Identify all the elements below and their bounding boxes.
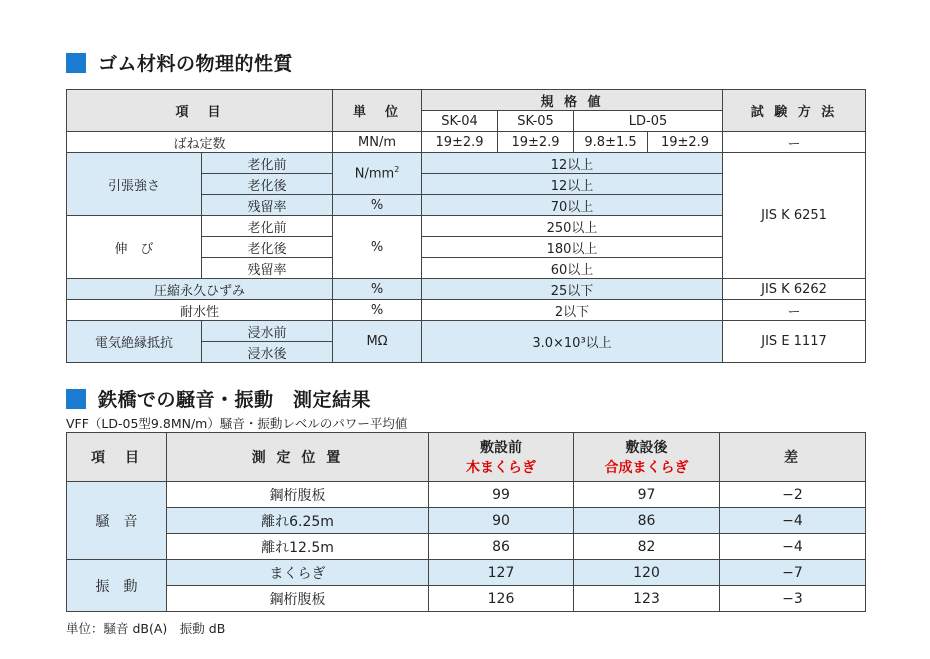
compression-unit: % [333,279,422,300]
table-row-position: 鋼桁腹板 [167,586,429,612]
header-item: 項 目 [67,433,167,482]
header-before-sub: 木まくらぎ [466,460,536,476]
spring-label: ばね定数 [67,132,333,153]
section-square-icon [66,53,86,73]
table-row-after: 82 [574,534,720,560]
tensile-value: 70以上 [422,195,723,216]
water-label: 耐水性 [67,300,333,321]
tensile-sub: 老化後 [202,174,333,195]
insulation-sub: 浸水前 [202,321,333,342]
spring-unit: MN/m [333,132,422,153]
tensile-unit: $N/mm^2$ [333,153,422,195]
elongation-label: 伸 び [67,216,202,279]
table-row-position: 離れ12.5m [167,534,429,560]
elongation-sub: 老化後 [202,237,333,258]
table-row-before: 86 [429,534,574,560]
tensile-label: 引張強さ [67,153,202,216]
section2-subtitle: VFF（LD-05型9.8MN/m）騒音・振動レベルのパワー平均値 [66,416,408,431]
insulation-value: 3.0×10³以上 [422,321,723,363]
section2-note: 単位：騒音 dB(A) 振動 dB [66,621,226,636]
table-row-position: 鋼桁腹板 [167,482,429,508]
insulation-label: 電気絶縁抵抗 [67,321,202,363]
table-row-position: 離れ6.25m [167,508,429,534]
tensile-sub: 残留率 [202,195,333,216]
jis-6251: JIS K 6251 [723,153,866,279]
table-row-diff: −2 [720,482,866,508]
vibration-label: 振 動 [67,560,167,612]
tensile-value: 12以上 [422,174,723,195]
spring-value: 9.8±1.5 [574,132,648,153]
spring-value: 19±2.9 [422,132,498,153]
section1-title-text: ゴム材料の物理的性質 [98,53,294,75]
tensile-sub: 老化前 [202,153,333,174]
insulation-method: JIS E 1117 [723,321,866,363]
noise-label: 騒 音 [67,482,167,560]
table-row-position: まくらぎ [167,560,429,586]
tensile-unit: % [333,195,422,216]
insulation-sub: 浸水後 [202,342,333,363]
section2-title [66,385,371,412]
table-row-after: 123 [574,586,720,612]
grade-sk04: SK-04 [422,111,498,132]
table-row-before: 126 [429,586,574,612]
header-item: 項 目 [67,90,333,132]
elongation-value: 250以上 [422,216,723,237]
table-row-diff: −4 [720,534,866,560]
header-diff: 差 [720,433,866,482]
insulation-unit: MΩ [333,321,422,363]
header-spec: 規 格 値 [422,90,723,111]
header-after-sub: 合成まくらぎ [604,460,689,476]
elongation-unit: % [333,216,422,279]
water-value: 2以下 [422,300,723,321]
water-method: ー [723,300,866,321]
water-unit: % [333,300,422,321]
section1-title [66,49,293,76]
spring-value: 19±2.9 [498,132,574,153]
table-row-before: 90 [429,508,574,534]
elongation-sub: 残留率 [202,258,333,279]
table-row-before: 127 [429,560,574,586]
rubber-properties-table [66,89,866,363]
header-unit: 単 位 [333,90,422,132]
spring-value: 19±2.9 [648,132,723,153]
grade-sk05: SK-05 [498,111,574,132]
section2-title-text: 鉄橋での騒音・振動 測定結果 [98,389,372,411]
elongation-sub: 老化前 [202,216,333,237]
table-row-after: 86 [574,508,720,534]
table-row-diff: −4 [720,508,866,534]
section-square-icon [66,389,86,409]
table-row-diff: −7 [720,560,866,586]
table-row-diff: −3 [720,586,866,612]
grade-ld05: LD-05 [574,111,723,132]
tensile-value: 12以上 [422,153,723,174]
header-before: 敷設前 木まくらぎ [429,433,574,482]
table-row-after: 120 [574,560,720,586]
compression-method: JIS K 6262 [723,279,866,300]
spring-method: ー [723,132,866,153]
compression-value: 25以下 [422,279,723,300]
noise-vibration-table [66,432,866,612]
compression-label: 圧縮永久ひずみ [67,279,333,300]
header-after: 敷設後 合成まくらぎ [574,433,720,482]
elongation-value: 60以上 [422,258,723,279]
header-method: 試 験 方 法 [723,90,866,132]
table-row-before: 99 [429,482,574,508]
table-row-after: 97 [574,482,720,508]
elongation-value: 180以上 [422,237,723,258]
header-position: 測 定 位 置 [167,433,429,482]
